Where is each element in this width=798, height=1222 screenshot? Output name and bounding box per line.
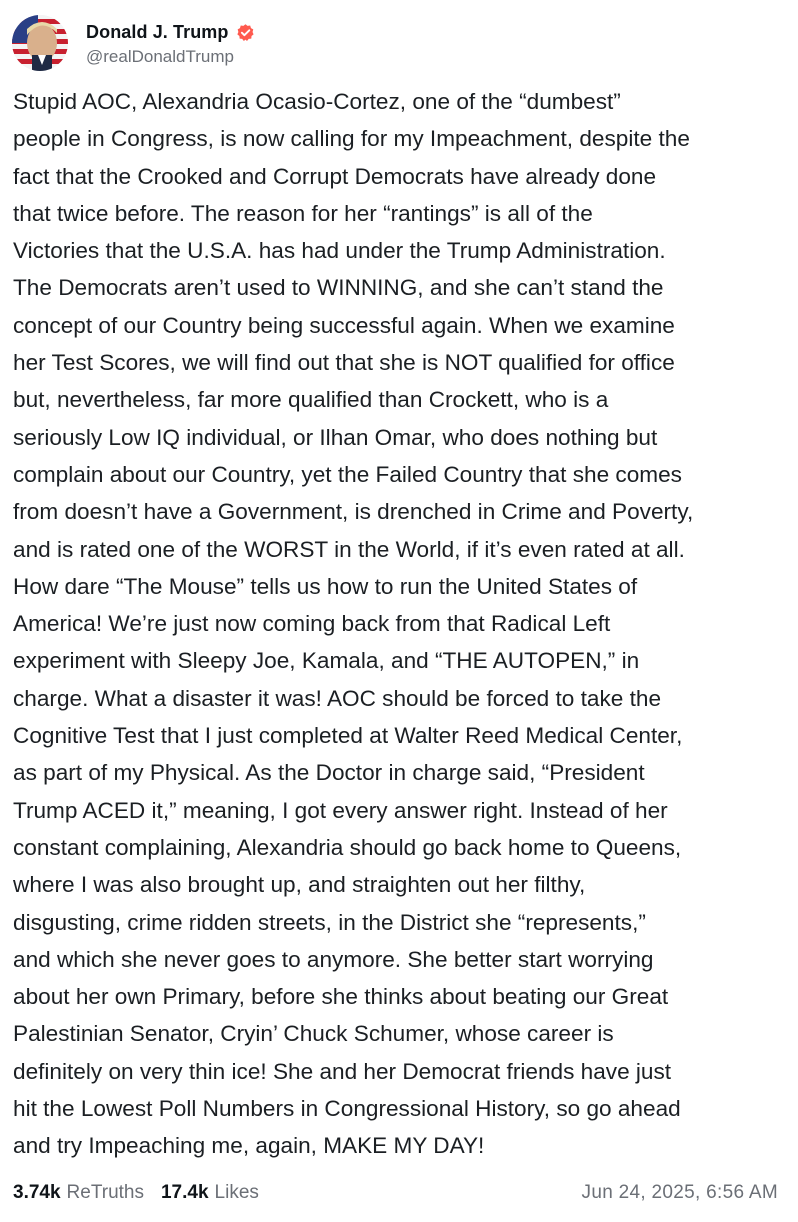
likes-stat[interactable] <box>161 1182 259 1204</box>
likes-count: 17.4k <box>160 1182 209 1203</box>
avatar-image <box>12 15 68 71</box>
avatar[interactable] <box>12 15 68 71</box>
author-handle[interactable]: @realDonaldTrump <box>86 47 234 66</box>
display-name[interactable]: Donald J. Trump <box>86 21 229 42</box>
verified-badge-icon <box>236 23 255 42</box>
post-footer <box>13 1178 778 1208</box>
retruths-stat[interactable] <box>13 1182 144 1204</box>
retruths-label: ReTruths <box>66 1182 144 1203</box>
retruths-count: 3.74k <box>13 1182 61 1203</box>
author-names <box>86 19 255 67</box>
likes-label: Likes <box>214 1182 259 1203</box>
post-timestamp[interactable]: Jun 24, 2025, 6:56 AM <box>581 1182 778 1203</box>
name-row <box>86 19 255 45</box>
post-header <box>12 14 255 72</box>
post-text: Stupid AOC, Alexandria Ocasio-Cortez, one of the “dumbest” people in Congress, is now calling for my Impeachment, despite the fact that the Crooked and Corrupt Democrats have already done that twice before. The reason for her “rantings” is all of the Victories that the U.S.A. has had under the Trump Administration. The Democrats aren’t used to WINNING, and she can’t stand the concept of our Country being successful again. When we examine her Test Scores, we will find out that she is NOT qualified for office but, nevertheless, far more qualified than Crockett, who is a seriously Low IQ individual, or Ilhan Omar, who does nothing but complain about our Country, yet the Failed Country that she comes from doesn’t have a Government, is drenched in Crime and Poverty, and is rated one of the WORST in the World, if it’s even rated at all. How dare “The Mouse” tells us how to run the United States of America! We’re just now coming back from that Radical Left experiment with Sleepy Joe, Kamala, and “THE AUTOPEN,” in charge. What a disaster it was! AOC should be forced to take the Cognitive Test that I just completed at Walter Reed Medical Center, as part of my Physical. As the Doctor in charge said, “President Trump ACED it,” meaning, I got every answer right. Instead of her constant complaining, Alexandria should go back home to Queens, where I was also brought up, and straighten out her filthy, disgusting, crime ridden streets, in the District she “represents,” and which she never goes to anymore. She better start worrying about her own Primary, before she thinks about beating our Great Palestinian Senator, Cryin’ Chuck Schumer, whose career is definitely on very thin ice! She and her Democrat friends have just hit the Lowest Poll Numbers in Congressional History, so go ahead and try Impeaching me, again, MAKE MY DAY! <box>13 89 694 1159</box>
